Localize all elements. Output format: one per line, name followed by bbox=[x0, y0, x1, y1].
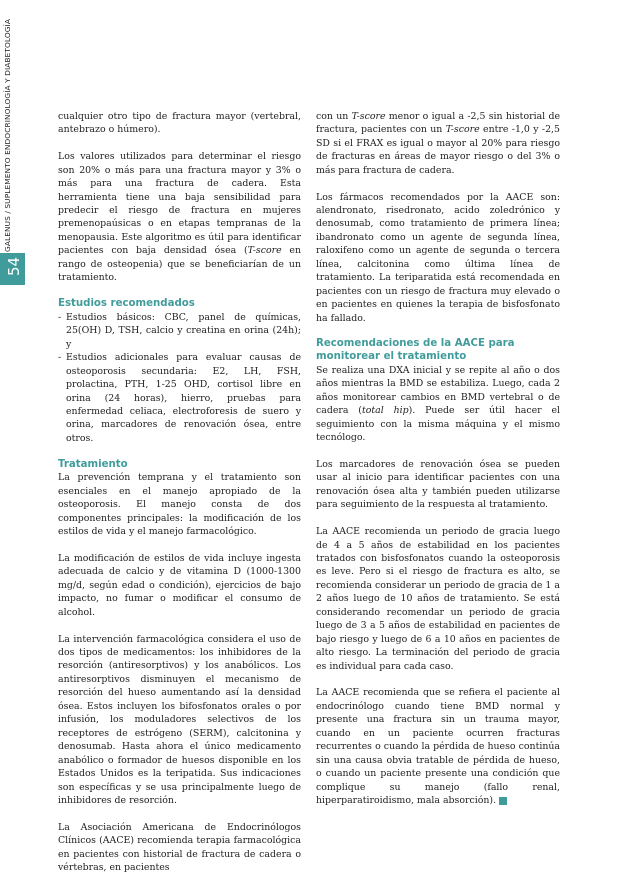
paragraph: La prevención temprana y el tratamiento son esenciales en el manejo apropiado de la osteoporosis. El manejo consta de dos componentes principales: la modificación de los estilos de vida y el manejo farmacológico. bbox=[58, 472, 301, 538]
page-number-box bbox=[0, 253, 25, 285]
list-item: - Estudios básicos: CBC, panel de químicas, 25(OH) D, TSH, calcio y creatina en orina (24h); y bbox=[58, 311, 301, 351]
paragraph: La AACE recomienda un periodo de gracia luego de 4 a 5 años de estabilidad en los pacientes tratados con bisfosfonatos cuando la osteoporosis es leve. Pero si el riesgo de fractura es alto, se recomienda considerar un periodo de gracia de 1 a 2 años luego de 10 años de tratamiento. Se está considerando recomendar un periodo de gracia luego de 3 a 5 años de estabilidad en pacientes de bajo riesgo y luego de 6 a 10 años en pacientes de alto riesgo. La terminación del periodo de gracia es individual para cada caso. bbox=[316, 526, 560, 672]
paragraph-text: Los valores utilizados para determinar el riesgo son 20% o más para una fractura mayor y 3% o más para una fractura de cadera. Esta herramienta tiene una baja sensibilidad para predecir el riesgo de fractura en mujeres premenopaúsicas o en etapas tempranas de la menopausia. Este algoritmo es útil para identificar pacientes con baja densidad ósea (T-score en rango de osteopenia) que se beneficiarían de un tratamiento. bbox=[58, 151, 301, 284]
section-heading-tratamiento: Tratamiento bbox=[58, 458, 128, 470]
italic-term: total hip bbox=[361, 405, 409, 417]
list-item: - Estudios adicionales para evaluar causas de osteoporosis secundaria: E2, LH, FSH, prolactina, PTH, 1-25 OHD, cortisol libre en orina (24 horas), hierro, pruebas para enfermedad celiaca, electroforesis de suero y orina, marcadores de renovación ósea, entre otros. bbox=[58, 351, 301, 445]
page-number: 54 bbox=[5, 256, 23, 276]
paragraph: Los marcadores de renovación ósea se pueden usar al inicio para identificar pacientes con una renovación ósea alta y también pueden utilizarse para seguimiento de la respuesta al tratamiento. bbox=[316, 459, 560, 511]
text-run: menor o igual a -2,5 sin historial de fractura, pacientes con un bbox=[316, 111, 560, 136]
text-run: La AACE recomienda que se refiera el paciente al endocrinólogo cuando tiene BMD normal y presente una fractura sin un trauma mayor, cuando en un paciente ocurren fracturas recurrentes o cuando la pérdida de hueso continúa sin una causa obvia tratable de pérdida de hueso, o cuando un paciente presente una condición que complique su manejo (fallo renal, hiperparatiroidismo, mala absorción). bbox=[316, 687, 560, 807]
journal-running-title: GALENUS / SUPLEMENTO ENDOCRINOLOGÍA Y DIABETOLOGÍA bbox=[3, 19, 12, 252]
studies-list bbox=[58, 311, 301, 446]
italic-term: T-score bbox=[351, 111, 386, 122]
paragraph: Los fármacos recomendados por la AACE son: alendronato, risedronato, acido zoledrónico y denosumab, como tratamiento de primera línea; ibandronato como un agente de segunda línea, raloxifeno como un agente de segunda o tercera línea, calcitonina como última línea de tratamiento. La teriparatida está recomendada en pacientes con un riesgo de fractura muy elevado o en pacientes en quienes la terapia de bisfosfonato ha fallado. bbox=[316, 191, 560, 324]
paragraph bbox=[316, 686, 560, 807]
text-run: Se realiza una DXA inicial y se repite al año o dos años mientras la BMD se estabiliza. Luego, cada 2 años monitorear cambios en BMD vertebral o de cadera ( bbox=[316, 364, 560, 417]
right-column bbox=[316, 110, 560, 821]
paragraph bbox=[58, 150, 301, 285]
text-run: ). Puede ser útil hacer el seguimiento con la misma máquina y el mismo tecnólogo. bbox=[316, 405, 560, 444]
section-heading-monitorear: Recomendaciones de la AACE para monitorear el tratamiento bbox=[316, 338, 515, 363]
text-run: con un bbox=[316, 111, 352, 122]
italic-term: T-score bbox=[445, 124, 480, 136]
paragraph: La Asociación Americana de Endocrinólogos Clínicos (AACE) recomienda terapia farmacológica en pacientes con historial de fractura de cadera o vértebras, en pacientes bbox=[58, 821, 301, 874]
end-of-article-icon bbox=[499, 797, 507, 805]
paragraph: cualquier otro tipo de fractura mayor (vertebral, antebrazo o húmero). bbox=[58, 111, 301, 136]
paragraph bbox=[316, 110, 560, 177]
section-heading-estudios: Estudios recomendados bbox=[58, 298, 195, 310]
paragraph bbox=[316, 364, 560, 445]
left-column bbox=[58, 110, 301, 888]
paragraph: La intervención farmacológica considera el uso de dos tipos de medicamentos: los inhibidores de la resorción (antiresorptivos) y los anabólicos. Los antiresorptivos disminuyen el mecanismo de resorción del hueso aumentando así la densidad ósea. Estos incluyen los bifosfonatos orales o por infusión, los moduladores selectivos de los receptores de estrógeno (SERM), calcitonina y denosumab. Hasta ahora el único medicamento anabólico o formador de huesos disponible en los Estados Unidos es la teripatida. Sus indicaciones son específicas y se usa principalmente luego de inhibidores de resorción. bbox=[58, 633, 301, 807]
paragraph: La modificación de estilos de vida incluye ingesta adecuada de calcio y de vitamina D (1000-1300 mg/d, según edad o condición), ejercicios de bajo impacto, no fumar o modificar el consumo de alcohol. bbox=[58, 553, 301, 618]
text-run: entre -1,0 y -2,5 SD si el FRAX es igual o mayor al 20% para riesgo de fracturas en áreas de mayor riesgo o del 3% o más para fractura de cadera. bbox=[316, 124, 560, 176]
